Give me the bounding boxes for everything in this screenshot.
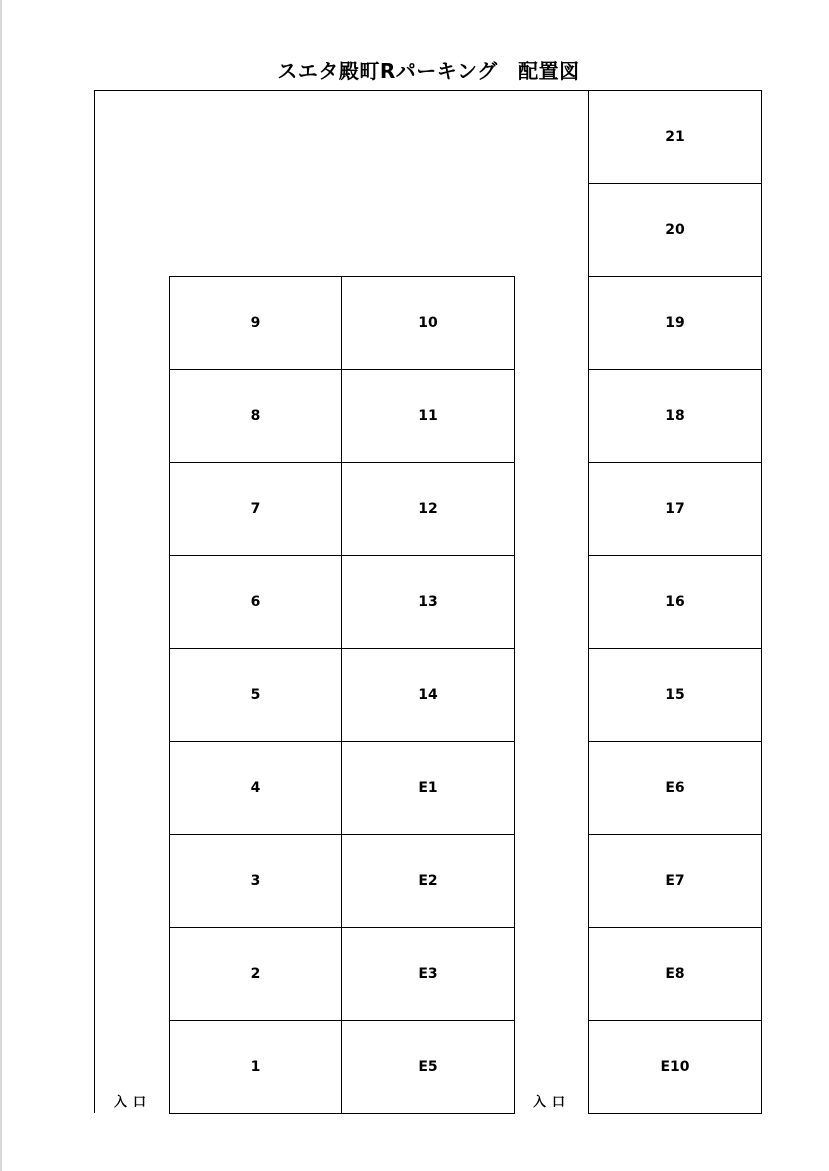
stall-e1[interactable]: E1 bbox=[341, 741, 515, 835]
stall-17[interactable]: 17 bbox=[588, 462, 762, 556]
stall-e2[interactable]: E2 bbox=[341, 834, 515, 928]
stall-e6[interactable]: E6 bbox=[588, 741, 762, 835]
page-title: スエタ殿町Rパーキング 配置図 bbox=[277, 59, 580, 83]
page-edge bbox=[0, 0, 2, 1171]
stall-5[interactable]: 5 bbox=[169, 648, 342, 742]
entrance-label-left: 入口 bbox=[114, 1095, 153, 1110]
stall-7[interactable]: 7 bbox=[169, 462, 342, 556]
stall-14[interactable]: 14 bbox=[341, 648, 515, 742]
stall-12[interactable]: 12 bbox=[341, 462, 515, 556]
stall-1[interactable]: 1 bbox=[169, 1020, 342, 1114]
stall-19[interactable]: 19 bbox=[588, 276, 762, 370]
stall-10[interactable]: 10 bbox=[341, 276, 515, 370]
stall-16[interactable]: 16 bbox=[588, 555, 762, 649]
stall-9[interactable]: 9 bbox=[169, 276, 342, 370]
stall-e3[interactable]: E3 bbox=[341, 927, 515, 1021]
entrance-label-right: 入口 bbox=[533, 1095, 572, 1110]
stall-e5[interactable]: E5 bbox=[341, 1020, 515, 1114]
stall-3[interactable]: 3 bbox=[169, 834, 342, 928]
stall-e8[interactable]: E8 bbox=[588, 927, 762, 1021]
stall-15[interactable]: 15 bbox=[588, 648, 762, 742]
stall-2[interactable]: 2 bbox=[169, 927, 342, 1021]
stall-6[interactable]: 6 bbox=[169, 555, 342, 649]
stall-11[interactable]: 11 bbox=[341, 369, 515, 463]
stall-8[interactable]: 8 bbox=[169, 369, 342, 463]
stall-e10[interactable]: E10 bbox=[588, 1020, 762, 1114]
stall-18[interactable]: 18 bbox=[588, 369, 762, 463]
lot-boundary-left bbox=[94, 90, 95, 1113]
stall-4[interactable]: 4 bbox=[169, 741, 342, 835]
stall-13[interactable]: 13 bbox=[341, 555, 515, 649]
stall-21[interactable]: 21 bbox=[588, 90, 762, 184]
stall-e7[interactable]: E7 bbox=[588, 834, 762, 928]
stall-20[interactable]: 20 bbox=[588, 183, 762, 277]
